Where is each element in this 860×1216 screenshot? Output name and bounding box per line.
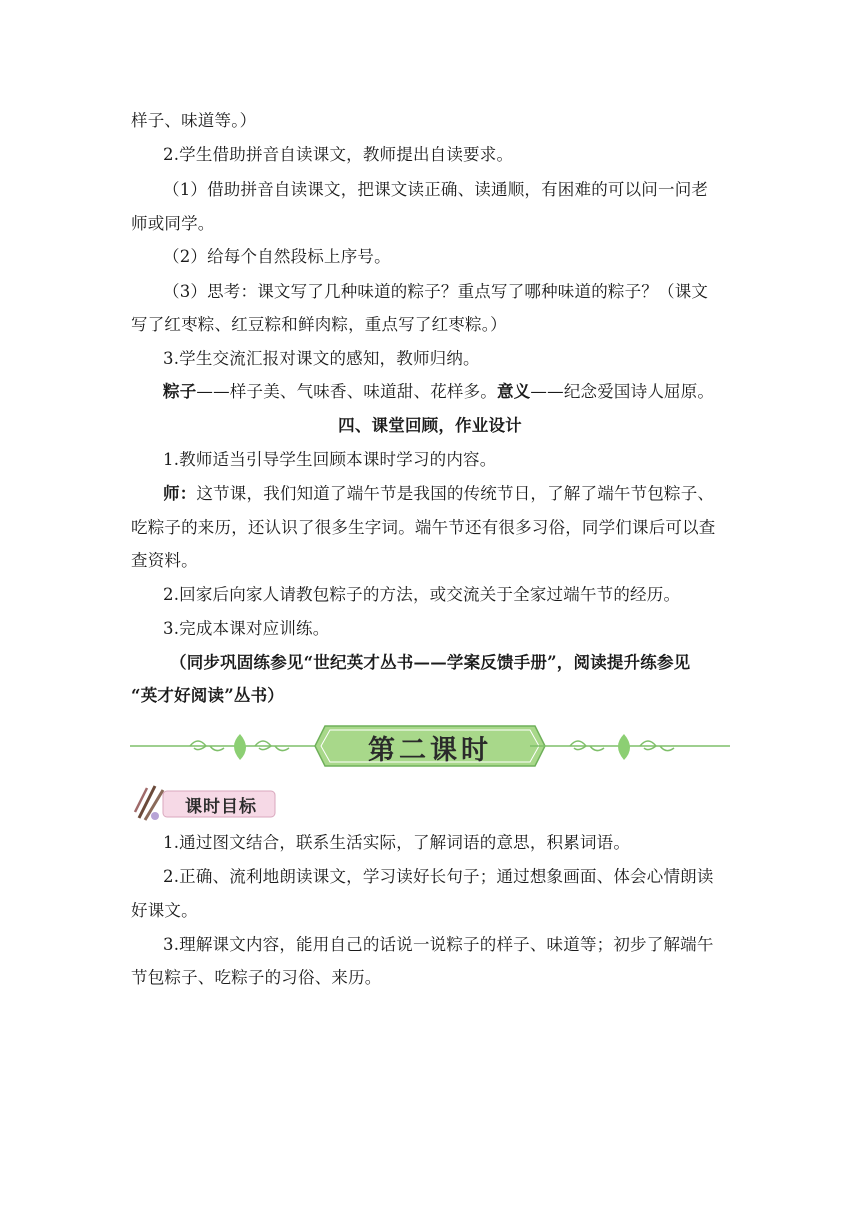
- text-line: 师或同学。: [131, 214, 215, 233]
- badge-label: 课时目标: [185, 797, 257, 817]
- text-line: 写了红枣粽、红豆粽和鲜肉粽，重点写了红枣粽。）: [131, 315, 507, 334]
- text-line: 1.教师适当引导学生回顾本课时学习的内容。: [163, 450, 497, 469]
- goal-item: 1.通过图文结合，联系生活实际，了解词语的意思，积累词语。: [163, 833, 631, 852]
- text-line: 3.学生交流汇报对课文的感知，教师归纳。: [163, 349, 480, 368]
- summary-line: 粽子——样子美、气味香、味道甜、花样多。意义——纪念爱国诗人屈原。: [163, 382, 715, 401]
- goal-item: 2.正确、流利地朗读课文，学习读好长句子；通过想象画面、体会心情朗读: [163, 867, 714, 886]
- lesson-banner: [130, 718, 730, 774]
- goal-item: 好课文。: [131, 901, 198, 920]
- text-line: 3.完成本课对应训练。: [163, 619, 330, 638]
- goal-badge: [133, 782, 283, 824]
- text-line: 吃粽子的来历，还认识了很多生字词。端午节还有很多习俗，同学们课后可以查: [131, 518, 716, 537]
- text-line: 样子、味道等。）: [131, 111, 257, 130]
- reference-note: （同步巩固练参见“世纪英才丛书——学案反馈手册”，阅读提升练参见: [170, 653, 691, 672]
- goal-item: 节包粽子、吃粽子的习俗、来历。: [131, 968, 382, 987]
- text-line: 2.回家后向家人请教包粽子的方法，或交流关于全家过端午节的经历。: [163, 585, 681, 604]
- reference-note: “英才好阅读”丛书）: [131, 686, 284, 705]
- goal-item: 3.理解课文内容，能用自己的话说一说粽子的样子、味道等；初步了解端午: [163, 935, 714, 954]
- text-line: 查资料。: [131, 551, 198, 570]
- text-line: （2）给每个自然段标上序号。: [163, 247, 391, 266]
- text-line: 2.学生借助拼音自读课文，教师提出自读要求。: [163, 145, 514, 164]
- text-line: （3）思考：课文写了几种味道的粽子？重点写了哪种味道的粽子？（课文: [163, 282, 709, 301]
- section-heading: 四、课堂回顾，作业设计: [338, 416, 522, 435]
- teacher-line: 师：这节课，我们知道了端午节是我国的传统节日，了解了端午节包粽子、: [163, 484, 715, 503]
- banner-title: 第二课时: [368, 735, 492, 766]
- text-line: （1）借助拼音自读课文，把课文读正确、读通顺，有困难的可以问一问老: [163, 180, 709, 199]
